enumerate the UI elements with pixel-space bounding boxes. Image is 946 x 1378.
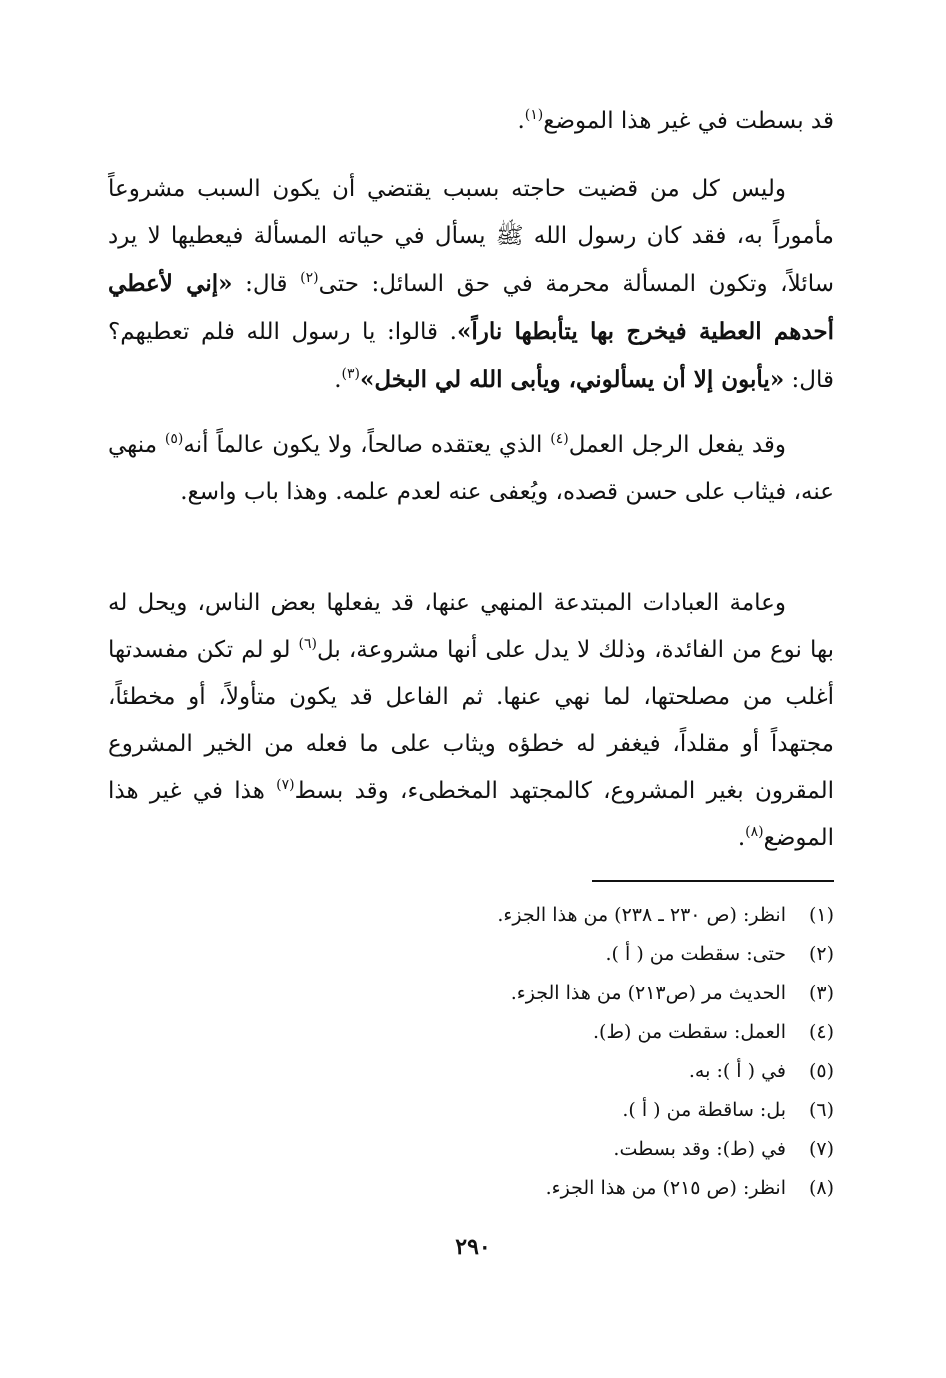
footnote-number: (٧): [808, 1138, 834, 1160]
hadith-quote: «يأبون إلا أن يسألوني، ويأبى الله لي البخل»: [360, 366, 785, 393]
footnote-3: [74, 974, 834, 1013]
text-run: قد بسطت في غير هذا الموضع: [543, 108, 834, 134]
text-run: الذي يعتقده صالحاً، ولا يكون عالماً أنه: [183, 432, 551, 458]
text-run: .: [737, 825, 746, 851]
footnote-number: (٤): [808, 1021, 834, 1043]
footnote-reference: (٢): [300, 270, 319, 286]
paragraph-1-text: [108, 98, 834, 145]
paragraph-3-text: [108, 422, 834, 516]
page-number: ٢٩٠: [455, 1234, 491, 1260]
text-run: قال:: [232, 271, 301, 297]
footnote-number: (١): [808, 904, 834, 926]
footnote-number: (٥): [808, 1060, 834, 1082]
paragraph-4-text: [108, 580, 834, 862]
footnote-8: [74, 1169, 834, 1208]
footnotes-list: [74, 896, 834, 1208]
footnote-separator: [592, 880, 834, 882]
paragraph-4: [108, 580, 834, 862]
footnote-text: في ( أ ): به.: [688, 1060, 786, 1082]
footnote-reference: (٤): [550, 431, 569, 447]
footnote-number: (٦): [808, 1099, 834, 1121]
footnote-2: [74, 935, 834, 974]
footnote-6: [74, 1091, 834, 1130]
text-run: .: [517, 108, 525, 134]
footnote-number: (٨): [808, 1177, 834, 1199]
footnote-7: [74, 1130, 834, 1169]
text-run: لو لم تكن مفسدتها أغلب من مصلحتها، لما نهي عنها. ثم الفاعل قد يكون متأولاً، أو مخطئاً، مجتهداً أو مقلداً، فيغفر له خطؤه ويثاب على ما فعله من الخير المشروع المقرون بغير المشروع، كالمجتهد المخطىء، وقد بسط: [108, 637, 834, 804]
text-run: وعامة العبادات المبتدعة المنهي عنها، قد يفعلها بعض الناس، ويحل له بها نوع من الفائدة، وذلك لا يدل على أنها مشروعة، بل: [108, 590, 834, 663]
text-run: . قالوا: يا رسول الله فلم تعطيهم؟ قال:: [108, 319, 834, 393]
text-run: منهي عنه، فيثاب على حسن قصده، ويُعفى عنه لعدم علمه. وهذا باب واسع.: [108, 432, 834, 505]
paragraph-2: [108, 166, 834, 404]
footnote-text: انظر: (ص ٢٣٠ ـ ٢٣٨) من هذا الجزء.: [497, 904, 786, 926]
footnote-reference: (٦): [298, 636, 317, 652]
footnote-text: الحديث مر (ص٢١٣) من هذا الجزء.: [510, 982, 786, 1004]
footnote-number: (٢): [808, 943, 834, 965]
footnote-reference: (٣): [341, 366, 361, 382]
footnote-text: حتى: سقطت من ( أ ).: [605, 943, 786, 965]
paragraph-2-text: [108, 166, 834, 404]
footnote-reference: (٧): [276, 777, 295, 793]
footnote-number: (٣): [808, 982, 834, 1004]
footnote-text: في (ط): وقد بسطت.: [613, 1138, 786, 1160]
footnote-text: بل: ساقطة من ( أ ).: [622, 1099, 786, 1121]
footnote-reference: (٥): [164, 431, 184, 447]
text-run: هذا في غير هذا الموضع: [108, 778, 834, 851]
footnote-reference: (١): [524, 107, 544, 123]
footnote-5: [74, 1052, 834, 1091]
footnote-4: [74, 1013, 834, 1052]
footnote-reference: (٨): [745, 824, 764, 840]
text-run: وقد يفعل الرجل العمل: [568, 432, 786, 458]
paragraph-3: [108, 422, 834, 516]
footnote-1: [74, 896, 834, 935]
text-run: وليس كل من قضيت حاجته بسبب يقتضي أن يكون السبب مشروعاً مأموراً به، فقد كان رسول الله ﷺ يسأل في حياته المسألة فيعطيها لا يرد سائلاً، وتكون المسألة محرمة في حق السائل: حتى: [108, 176, 834, 297]
footnote-text: انظر: (ص ٢١٥) من هذا الجزء.: [545, 1177, 786, 1199]
footnote-text: العمل: سقطت من (ط).: [593, 1021, 786, 1043]
text-run: .: [334, 367, 342, 393]
paragraph-1: [108, 98, 834, 145]
hadith-quote: «إني لأعطي أحدهم العطية فيخرج بها يتأبطها ناراً»: [108, 270, 834, 345]
